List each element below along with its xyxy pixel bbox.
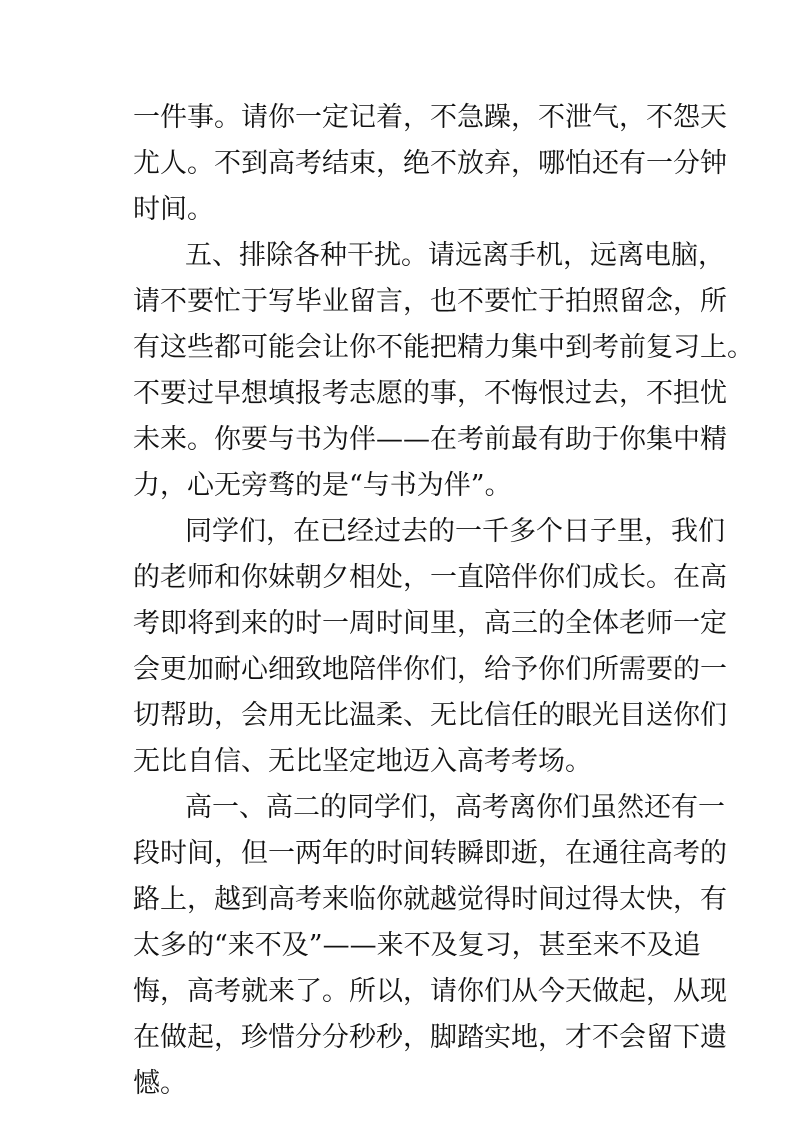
text-line: 尤人。不到高考结束，绝不放弃，哪怕还有一分钟 [133, 148, 727, 179]
text-line: 不要过早想填报考志愿的事，不悔恨过去，不担忧 [133, 378, 727, 409]
text-line: 无比自信、无比坚定地迈入高考考场。 [133, 746, 592, 777]
text-line: 时间。 [133, 194, 214, 225]
text-line: 未来。你要与书为伴——在考前最有助于你集中精 [133, 424, 727, 455]
text-line: 悔，高考就来了。所以，请你们从今天做起，从现 [133, 976, 727, 1007]
text-line: 力，心无旁骛的是“与书为伴”。 [133, 470, 512, 501]
text-line: 路上，越到高考来临你就越觉得时间过得太快，有 [133, 884, 727, 915]
text-line: 同学们，在已经过去的一千多个日子里，我们 [185, 516, 725, 547]
text-line: 五、排除各种干扰。请远离手机，远离电脑， [185, 240, 725, 271]
text-line: 考即将到来的时一周时间里，高三的全体老师一定 [133, 608, 727, 639]
text-line: 太多的“来不及”——来不及复习，甚至来不及追 [133, 930, 701, 961]
text-line: 高一、高二的同学们，高考离你们虽然还有一 [185, 792, 725, 823]
text-line: 段时间，但一两年的时间转瞬即逝，在通往高考的 [133, 838, 727, 869]
text-line: 有这些都可能会让你不能把精力集中到考前复习上。 [133, 332, 754, 363]
text-line: 会更加耐心细致地陪伴你们，给予你们所需要的一 [133, 654, 727, 685]
text-line: 在做起，珍惜分分秒秒，脚踏实地，才不会留下遗 [133, 1022, 727, 1053]
text-line: 请不要忙于写毕业留言，也不要忙于拍照留念，所 [133, 286, 727, 317]
text-line: 一件事。请你一定记着，不急躁，不泄气，不怨天 [133, 102, 727, 133]
text-line: 切帮助，会用无比温柔、无比信任的眼光目送你们 [133, 700, 727, 731]
text-line: 憾。 [133, 1068, 187, 1099]
text-line: 的老师和你妹朝夕相处，一直陪伴你们成长。在高 [133, 562, 727, 593]
